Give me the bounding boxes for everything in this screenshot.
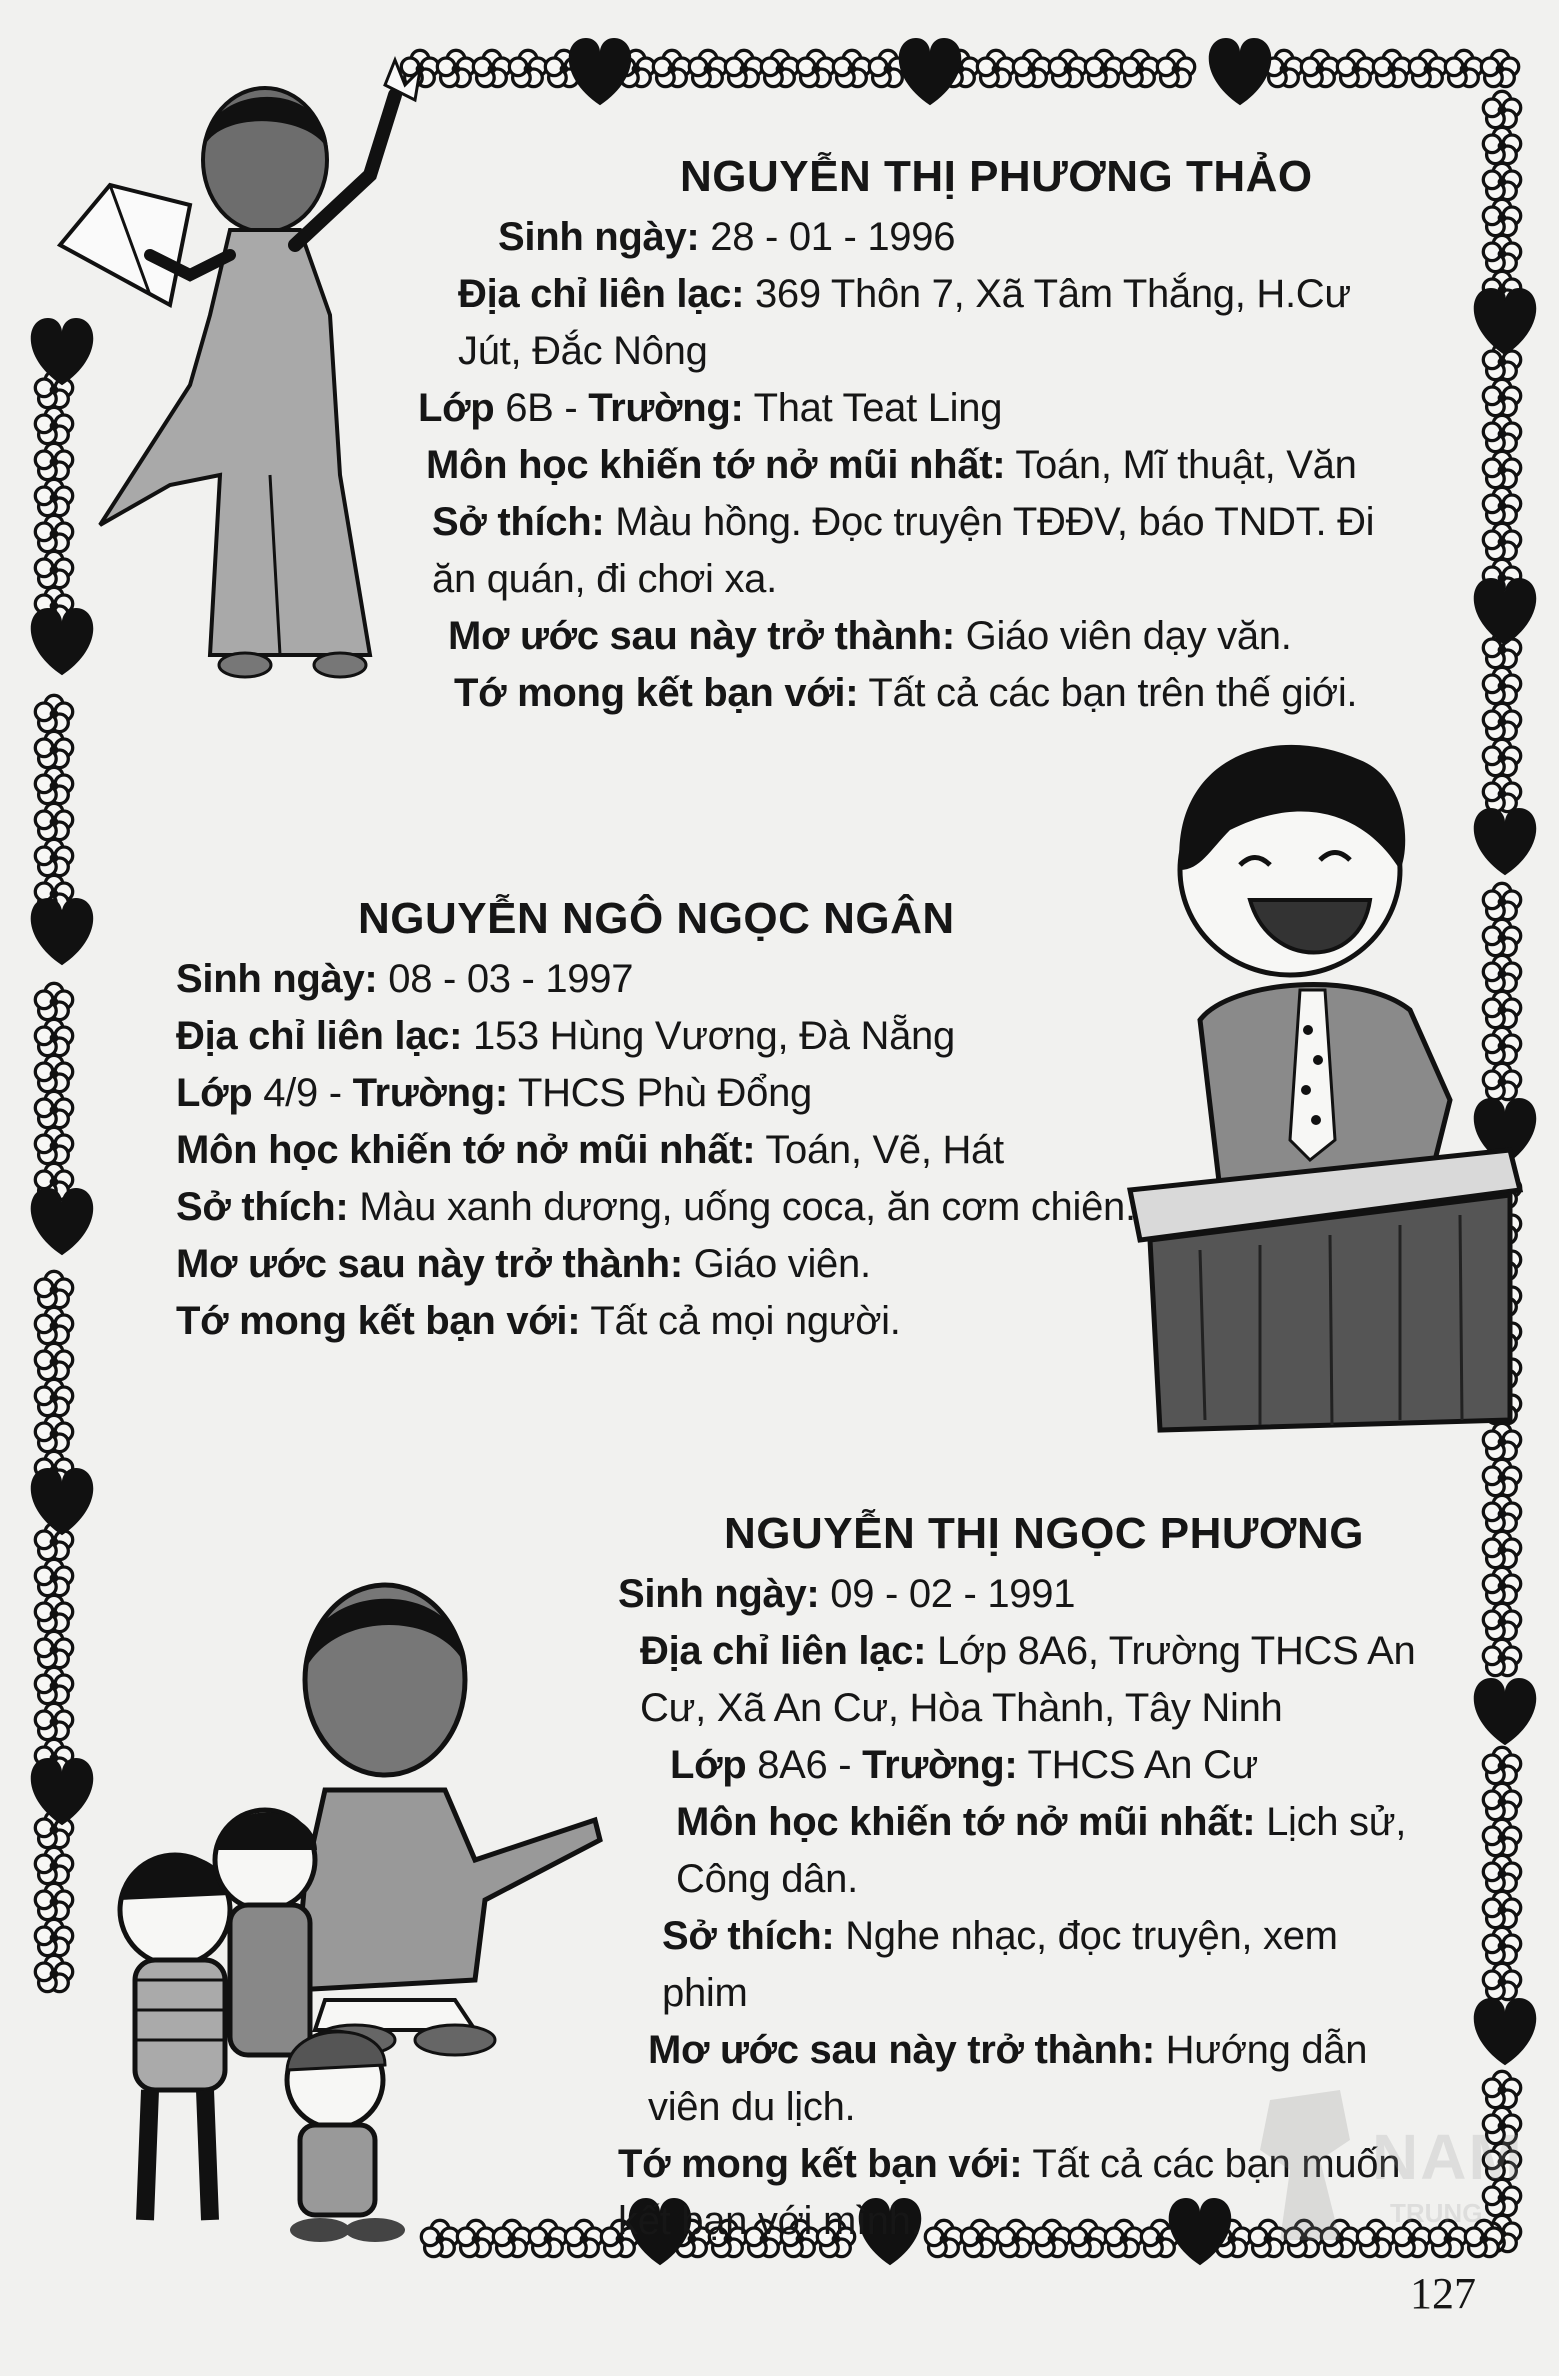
flower-icon: [1483, 487, 1520, 523]
girl-ao-dai-illustration: [40, 55, 470, 695]
birthday-row: Sinh ngày: 08 - 03 - 1997: [176, 957, 634, 1001]
flower-icon: [1483, 1855, 1520, 1891]
flower-icon: [653, 50, 690, 86]
flower-icon: [35, 1919, 72, 1955]
flower-icon: [1121, 50, 1158, 86]
address-row: Địa chỉ liên lạc: Lớp 8A6, Trường THCS An Cư, Xã An Cư, Hòa Thành, Tây Ninh: [640, 1629, 1416, 1730]
flower-icon: [1483, 1567, 1520, 1603]
flower-icon: [1481, 50, 1518, 86]
flower-icon: [725, 50, 762, 86]
flower-icon: [35, 1019, 72, 1055]
birthday-row: Sinh ngày: 28 - 01 - 1996: [498, 215, 956, 259]
watermark-text: NAM: [1372, 2121, 1524, 2193]
flower-icon: [1483, 1963, 1520, 1999]
flower-icon: [1483, 163, 1520, 199]
flower-icon: [1085, 50, 1122, 86]
dream-row: Mơ ước sau này trở thành: Hướng dẫn viên du lịch.: [648, 2028, 1368, 2129]
flower-icon: [35, 1559, 72, 1595]
friend-wish-row: Tớ mong kết bạn với: Tất cả các bạn trên thế giới.: [454, 671, 1358, 715]
flower-icon: [35, 695, 72, 731]
flower-icon: [35, 1667, 72, 1703]
favorite-subject-row: Môn học khiến tớ nở mũi nhất: Toán, Vẽ, Hát: [176, 1128, 1004, 1172]
class-school-row: Lớp 8A6 - Trường: THCS An Cư: [670, 1743, 1259, 1787]
flower-icon: [1483, 523, 1520, 559]
friend-wish-row: Tớ mong kết bạn với: Tất cả các bạn muốn kết bạn với mình.: [618, 2142, 1401, 2243]
flower-icon: [797, 50, 834, 86]
flower-icon: [1483, 199, 1520, 235]
flower-icon: [1483, 667, 1520, 703]
profile-phuong-thao: [418, 148, 1418, 722]
flower-icon: [35, 983, 72, 1019]
flower-icon: [1483, 1927, 1520, 1963]
flower-icon: [35, 1271, 72, 1307]
flower-icon: [1483, 1747, 1520, 1783]
profile-name: NGUYỄN THỊ PHƯƠNG THẢO: [680, 152, 1313, 201]
hobby-row: Sở thích: Màu xanh dương, uống coca, ăn cơm chiên.: [176, 1185, 1136, 1229]
flower-icon: [1049, 50, 1086, 86]
flower-icon: [35, 839, 72, 875]
flower-icon: [35, 1847, 72, 1883]
heart-icon: [899, 38, 962, 105]
flower-icon: [35, 1127, 72, 1163]
flower-icon: [35, 1595, 72, 1631]
flower-icon: [35, 1091, 72, 1127]
flower-icon: [1483, 451, 1520, 487]
flower-icon: [35, 1703, 72, 1739]
flower-icon: [1445, 50, 1482, 86]
dream-row: Mơ ước sau này trở thành: Giáo viên.: [176, 1242, 871, 1286]
watermark-figure-icon: [1240, 2080, 1370, 2250]
publisher-watermark: [1240, 2080, 1540, 2250]
heart-icon: [1209, 38, 1272, 105]
flower-icon: [35, 1055, 72, 1091]
flower-icon: [35, 1415, 72, 1451]
boy-at-desk-illustration: [1110, 720, 1530, 1440]
flower-icon: [1301, 50, 1338, 86]
flower-icon: [35, 1955, 72, 1991]
flower-icon: [1483, 235, 1520, 271]
flower-icon: [833, 50, 870, 86]
flower-icon: [1337, 50, 1374, 86]
flower-icon: [509, 50, 546, 86]
profile-name: NGUYỄN NGÔ NGỌC NGÂN: [358, 894, 955, 943]
flower-icon: [1373, 50, 1410, 86]
flower-icon: [35, 767, 72, 803]
flower-icon: [35, 1307, 72, 1343]
flower-icon: [473, 50, 510, 86]
profile-name: NGUYỄN THỊ NGỌC PHƯƠNG: [724, 1509, 1364, 1558]
heart-icon: [1474, 1678, 1537, 1745]
flower-icon: [1483, 1783, 1520, 1819]
flower-icon: [35, 731, 72, 767]
flower-icon: [1483, 1459, 1520, 1495]
favorite-subject-row: Môn học khiến tớ nở mũi nhất: Lịch sử, Công dân.: [676, 1800, 1407, 1901]
profile-ngoc-ngan: [176, 890, 1136, 1350]
flower-icon: [761, 50, 798, 86]
address-row: Địa chỉ liên lạc: 369 Thôn 7, Xã Tâm Thắng, H.Cư Jút, Đắc Nông: [458, 272, 1351, 373]
flower-icon: [35, 1343, 72, 1379]
class-school-row: Lớp 4/9 - Trường: THCS Phù Đổng: [176, 1071, 812, 1115]
hobby-row: Sở thích: Màu hồng. Đọc truyện TĐĐV, báo TNDT. Đi ăn quán, đi chơi xa.: [432, 500, 1375, 601]
heart-icon: [1474, 1998, 1537, 2065]
flower-icon: [1483, 127, 1520, 163]
flower-icon: [35, 803, 72, 839]
birthday-row: Sinh ngày: 09 - 02 - 1991: [618, 1572, 1076, 1616]
flower-icon: [1483, 1531, 1520, 1567]
favorite-subject-row: Môn học khiến tớ nở mũi nhất: Toán, Mĩ thuật, Văn: [426, 443, 1357, 487]
flower-icon: [1483, 1603, 1520, 1639]
friend-wish-row: Tớ mong kết bạn với: Tất cả mọi người.: [176, 1299, 901, 1343]
page-number: 127: [1410, 2269, 1476, 2318]
flower-icon: [689, 50, 726, 86]
flower-icon: [1483, 91, 1520, 127]
girl-with-kids-illustration: [95, 1560, 635, 2280]
flower-icon: [1483, 1495, 1520, 1531]
flower-icon: [35, 1631, 72, 1667]
address-row: Địa chỉ liên lạc: 153 Hùng Vương, Đà Nẵng: [176, 1014, 955, 1058]
flower-icon: [35, 1379, 72, 1415]
watermark-small-text: TRUNG: [1390, 2198, 1483, 2228]
flower-icon: [1409, 50, 1446, 86]
dream-row: Mơ ước sau này trở thành: Giáo viên dạy văn.: [448, 614, 1292, 658]
hobby-row: Sở thích: Nghe nhạc, đọc truyện, xem phim: [662, 1914, 1338, 2015]
heart-icon: [569, 38, 632, 105]
flower-icon: [1157, 50, 1194, 86]
flower-icon: [35, 1883, 72, 1919]
flower-icon: [1483, 1891, 1520, 1927]
class-school-row: Lớp 6B - Trường: That Teat Ling: [418, 386, 1003, 430]
flower-icon: [1483, 415, 1520, 451]
flower-icon: [1483, 379, 1520, 415]
flower-icon: [977, 50, 1014, 86]
flower-icon: [1483, 1819, 1520, 1855]
flower-icon: [1013, 50, 1050, 86]
flower-icon: [1483, 1639, 1520, 1675]
